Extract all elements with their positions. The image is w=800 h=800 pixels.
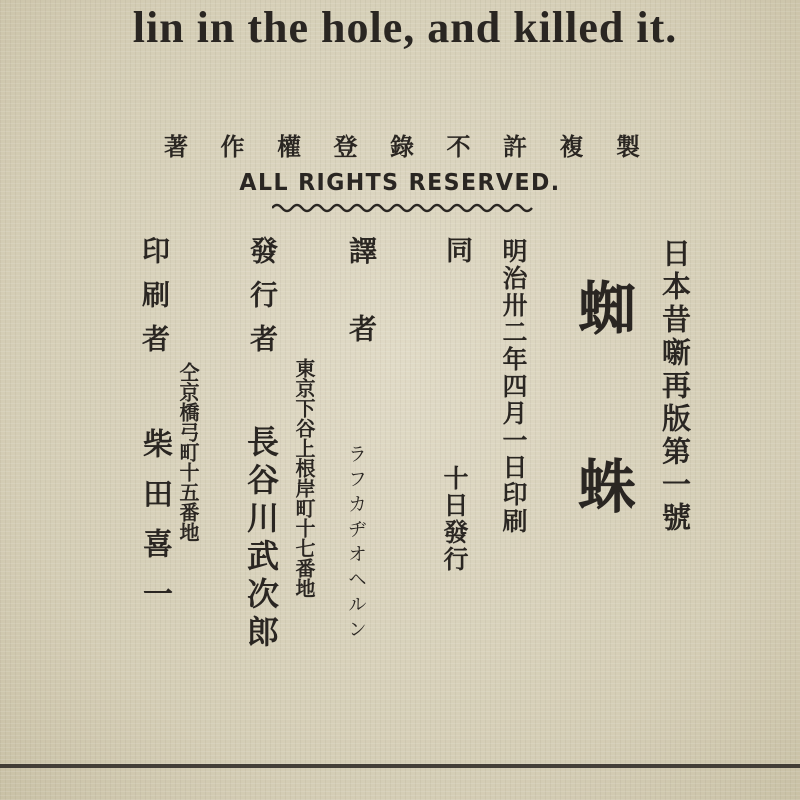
- wavy-rule: [272, 201, 534, 215]
- copyright-char: 著: [164, 132, 188, 161]
- copyright-char: 不: [446, 132, 471, 161]
- bottom-rule: [0, 764, 800, 768]
- publisher-label: 發行者: [246, 236, 279, 368]
- copyright-char: 複: [559, 132, 584, 161]
- printer-label: 印刷者: [138, 236, 171, 368]
- print-date: 明治卅二年四月一日印刷: [499, 238, 528, 535]
- copyright-char: 製: [616, 132, 640, 161]
- printer-name: 柴田喜一: [137, 428, 172, 628]
- publisher-name: 長谷川武次郎: [242, 425, 280, 653]
- copyright-char: 作: [220, 132, 245, 161]
- publisher-address: 東京下谷上根岸町十七番地: [292, 358, 316, 598]
- copyright-char: 許: [503, 132, 527, 161]
- body-text-line: lin in the hole, and killed it.: [132, 3, 678, 52]
- translator-label: 譯者: [345, 236, 378, 392]
- issue-date: 十日發行: [440, 465, 469, 573]
- series-title: 日本昔噺再版第一號: [658, 238, 692, 535]
- copyright-char: 權: [277, 132, 301, 161]
- copyright-char: 錄: [390, 132, 414, 161]
- copyright-notice-en: ALL RIGHTS RESERVED.: [239, 170, 561, 196]
- book-title: 蜘蛛: [568, 278, 636, 634]
- translator-name: ラフカヂオヘルン: [345, 444, 367, 644]
- same-label: 同: [441, 236, 472, 263]
- copyright-char: 登: [333, 132, 358, 161]
- printer-address: 仝京橋弓町十五番地: [176, 362, 200, 542]
- copyright-notice-jp: [162, 127, 642, 162]
